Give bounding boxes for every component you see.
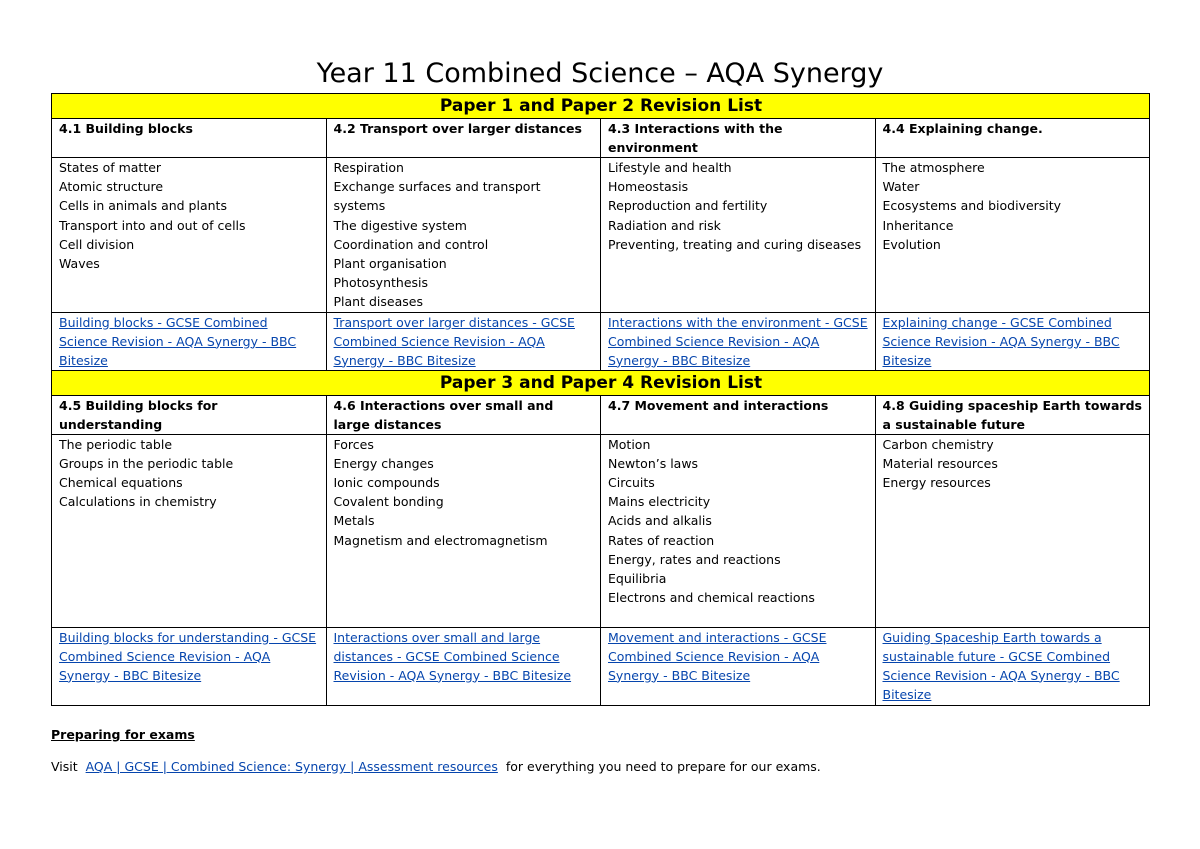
- bitesize-link[interactable]: Movement and interactions - GCSE Combined Science Revision - AQA Synergy - BBC Bitesize: [608, 629, 827, 683]
- link-cell: [875, 312, 1150, 370]
- topic-item: Rates of reaction: [608, 532, 715, 548]
- topic-item: Homeostasis: [608, 179, 689, 195]
- topic-item: Ecosystems and biodiversity: [882, 198, 1062, 214]
- topic-item: Calculations in chemistry: [59, 494, 217, 510]
- unit-heading: 4.8 Guiding spaceship Earth towards a sustainable future: [875, 395, 1150, 434]
- unit-heading: 4.1 Building blocks: [52, 119, 327, 158]
- topic-item: Plant diseases: [333, 294, 423, 310]
- topic-item: Carbon chemistry: [882, 436, 994, 452]
- topic-item: Radiation and risk: [608, 217, 721, 233]
- topic-item: Acids and alkalis: [608, 513, 712, 529]
- bitesize-link[interactable]: Building blocks - GCSE Combined Science Revision - AQA Synergy - BBC Bitesize: [59, 314, 297, 368]
- topic-item: Mains electricity: [608, 494, 711, 510]
- topic-item: Magnetism and electromagnetism: [333, 532, 548, 548]
- link-cell: [601, 627, 876, 705]
- section-band-row: [52, 94, 1150, 119]
- notes-heading: Preparing for exams: [51, 727, 195, 742]
- unit-heading: 4.5 Building blocks for understanding: [52, 395, 327, 434]
- topic-list: [52, 158, 327, 313]
- section-band-paper-3-4: Paper 3 and Paper 4 Revision List: [52, 370, 1150, 395]
- topic-item: The digestive system: [333, 217, 467, 233]
- topic-item: Cells in animals and plants: [59, 198, 227, 214]
- link-cell: [52, 312, 327, 370]
- topic-item: Motion: [608, 436, 651, 452]
- visit-prefix: Visit: [51, 759, 78, 774]
- topic-list: [601, 434, 876, 627]
- topic-item: Exchange surfaces and transport systems: [333, 179, 541, 214]
- topic-item: The atmosphere: [882, 160, 985, 175]
- topic-list: [326, 434, 601, 627]
- topic-item: Groups in the periodic table: [59, 455, 234, 471]
- link-cell: [601, 312, 876, 370]
- unit-heading: 4.3 Interactions with the environment: [601, 119, 876, 158]
- bitesize-link[interactable]: Guiding Spaceship Earth towards a sustainable future - GCSE Combined Science Revision - AQA Synergy - BBC Bitesize: [882, 629, 1120, 702]
- topic-item: Metals: [333, 513, 375, 529]
- topic-item: Lifestyle and health: [608, 160, 732, 175]
- topic-item: Reproduction and fertility: [608, 198, 768, 214]
- topic-list: [601, 158, 876, 313]
- bitesize-link[interactable]: Building blocks for understanding - GCSE Combined Science Revision - AQA Synergy - BBC Bitesize: [59, 629, 317, 683]
- unit-heading: 4.7 Movement and interactions: [601, 395, 876, 434]
- topic-item: Transport into and out of cells: [59, 217, 246, 233]
- topic-list: [52, 434, 327, 627]
- topic-item: Ionic compounds: [333, 475, 440, 491]
- topic-item: Waves: [59, 256, 100, 272]
- bitesize-link[interactable]: Transport over larger distances - GCSE Combined Science Revision - AQA Synergy - BBC Bitesize: [333, 314, 575, 368]
- topic-item: States of matter: [59, 160, 162, 175]
- topic-item: Covalent bonding: [333, 494, 444, 510]
- topic-item: Chemical equations: [59, 475, 183, 491]
- topic-item: Preventing, treating and curing diseases: [608, 236, 862, 252]
- topic-item: Inheritance: [882, 217, 954, 233]
- unit-heading-row: [52, 395, 1150, 434]
- topic-item: Atomic structure: [59, 179, 164, 195]
- link-cell: [326, 312, 601, 370]
- link-cell: [52, 627, 327, 705]
- topics-row: [52, 434, 1150, 627]
- unit-heading: 4.4 Explaining change.: [875, 119, 1150, 158]
- visit-suffix: for everything you need to prepare for our exams.: [505, 759, 821, 774]
- link-cell: [326, 627, 601, 705]
- aqa-assessment-link[interactable]: AQA | GCSE | Combined Science: Synergy | Assessment resources: [85, 759, 498, 774]
- unit-heading: 4.2 Transport over larger distances: [326, 119, 601, 158]
- topic-item: Coordination and control: [333, 236, 489, 252]
- topic-list: [875, 158, 1150, 313]
- topic-item: Equilibria: [608, 571, 667, 587]
- document-title: Year 11 Combined Science – AQA Synergy: [316, 58, 884, 89]
- topic-item: Newton’s laws: [608, 455, 699, 471]
- topic-item: Photosynthesis: [333, 275, 429, 291]
- revision-table: [51, 93, 1150, 706]
- bitesize-link[interactable]: Interactions with the environment - GCSE Combined Science Revision - AQA Synergy - BBC Bitesize: [608, 314, 868, 368]
- topic-item: Energy resources: [882, 475, 991, 491]
- topic-item: Respiration: [333, 160, 404, 175]
- section-band-row: [52, 370, 1150, 395]
- topic-item: Forces: [333, 436, 374, 452]
- topic-item: Circuits: [608, 475, 655, 491]
- section-band-paper-1-2: Paper 1 and Paper 2 Revision List: [52, 94, 1150, 119]
- topic-list: [875, 434, 1150, 627]
- visit-line: [51, 759, 821, 774]
- unit-heading-row: [52, 119, 1150, 158]
- topic-item: Cell division: [59, 236, 135, 252]
- topics-row: [52, 158, 1150, 313]
- topic-item: Energy, rates and reactions: [608, 551, 781, 567]
- topic-item: Electrons and chemical reactions: [608, 590, 815, 606]
- links-row: [52, 312, 1150, 370]
- bitesize-link[interactable]: Interactions over small and large distances - GCSE Combined Science Revision - AQA Synergy - BBC Bitesize: [333, 629, 572, 683]
- bitesize-link[interactable]: Explaining change - GCSE Combined Science Revision - AQA Synergy - BBC Bitesize: [882, 314, 1120, 368]
- topic-item: Plant organisation: [333, 256, 447, 272]
- topic-item: Energy changes: [333, 455, 434, 471]
- topic-item: Material resources: [882, 455, 998, 471]
- links-row: [52, 627, 1150, 705]
- unit-heading: 4.6 Interactions over small and large distances: [326, 395, 601, 434]
- exam-notes: [51, 727, 195, 742]
- topic-item: Evolution: [882, 236, 941, 252]
- topic-item: The periodic table: [59, 436, 173, 452]
- topic-list: [326, 158, 601, 313]
- link-cell: [875, 627, 1150, 705]
- topic-item: Water: [882, 179, 920, 195]
